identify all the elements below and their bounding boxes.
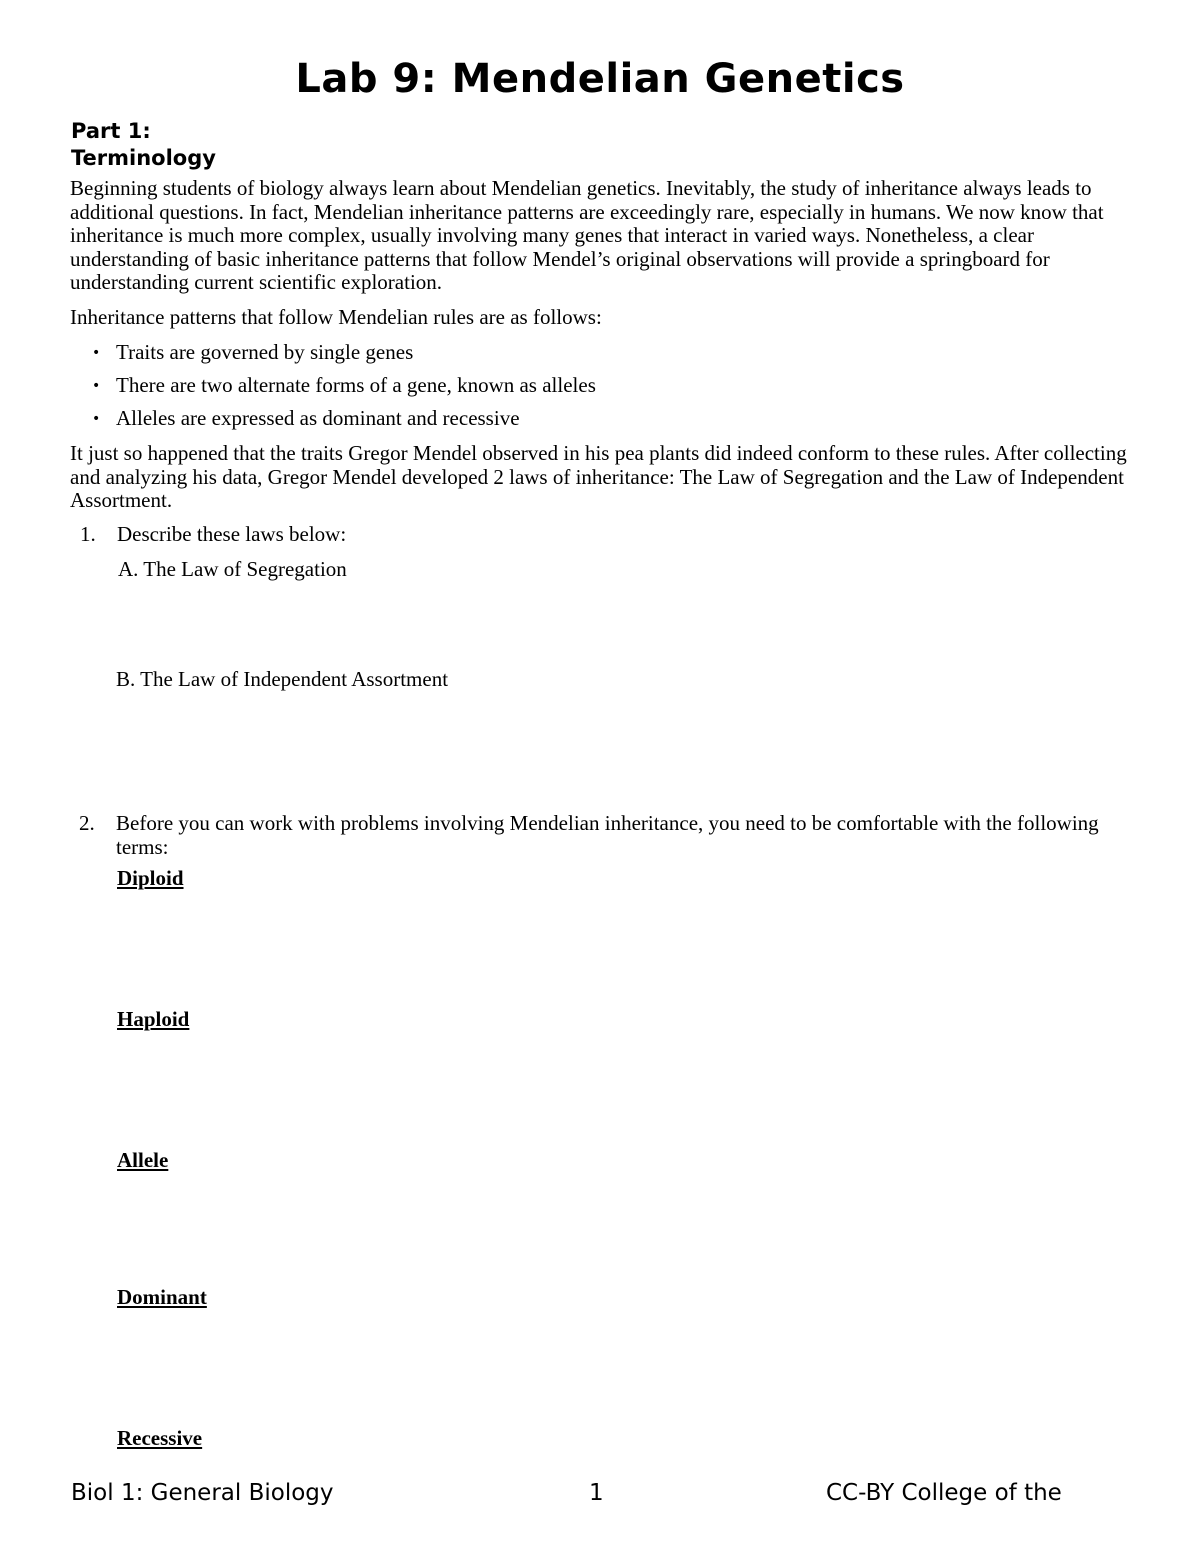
term-recessive: Recessive	[117, 1426, 203, 1450]
question-text: Describe these laws below:	[117, 522, 347, 546]
laws-paragraph: It just so happened that the traits Gregor Mendel observed in his pea plants did indeed conform to these rules. After collecting and analyzing his data, Gregor Mendel developed 2 laws of inheritance: The Law of Segregation and the Law of Independent Assortment.	[70, 441, 1127, 512]
term-diploid: Diploid	[117, 866, 184, 890]
bullet-icon: •	[92, 411, 101, 427]
rules-intro: Inheritance patterns that follow Mendelian rules are as follows:	[70, 305, 602, 329]
question-1a: A. The Law of Segregation	[118, 557, 347, 581]
term-haploid: Haploid	[117, 1007, 190, 1031]
bullet-icon: •	[92, 345, 101, 361]
question-1b: B. The Law of Independent Assortment	[116, 667, 449, 691]
page-title: Lab 9: Mendelian Genetics	[295, 56, 905, 102]
bullet-text: Alleles are expressed as dominant and recessive	[116, 406, 520, 430]
term-dominant: Dominant	[117, 1285, 207, 1309]
bullet-text: Traits are governed by single genes	[116, 340, 414, 364]
footer-page-number: 1	[589, 1480, 604, 1506]
intro-paragraph: Beginning students of biology always learn about Mendelian genetics. Inevitably, the study of inheritance always leads to additional questions. In fact, Mendelian inheritance patterns are exceedingly rare, especially in humans. We now know that inheritance is much more complex, usually involving many genes that interact in varied ways. Nonetheless, a clear understanding of basic inheritance patterns that follow Mendel’s original observations will provide a springboard for understanding current scientific exploration.	[70, 176, 1104, 294]
bullet-item	[92, 374, 596, 398]
term-allele: Allele	[117, 1148, 169, 1172]
bullet-icon: •	[92, 378, 101, 394]
question-number: 2.	[79, 811, 95, 835]
part-label: Part 1:	[71, 119, 151, 143]
section-heading: Terminology	[71, 146, 216, 170]
bullet-item	[92, 341, 413, 365]
footer-license: CC-BY College of the	[826, 1480, 1062, 1506]
question-number: 1.	[80, 522, 96, 546]
bullet-text: There are two alternate forms of a gene, known as alleles	[116, 373, 596, 397]
part-heading	[71, 118, 216, 172]
question-text: Before you can work with problems involving Mendelian inheritance, you need to be comfortable with the following terms:	[116, 811, 1099, 859]
bullet-item	[92, 407, 520, 431]
footer-course: Biol 1: General Biology	[71, 1480, 334, 1506]
